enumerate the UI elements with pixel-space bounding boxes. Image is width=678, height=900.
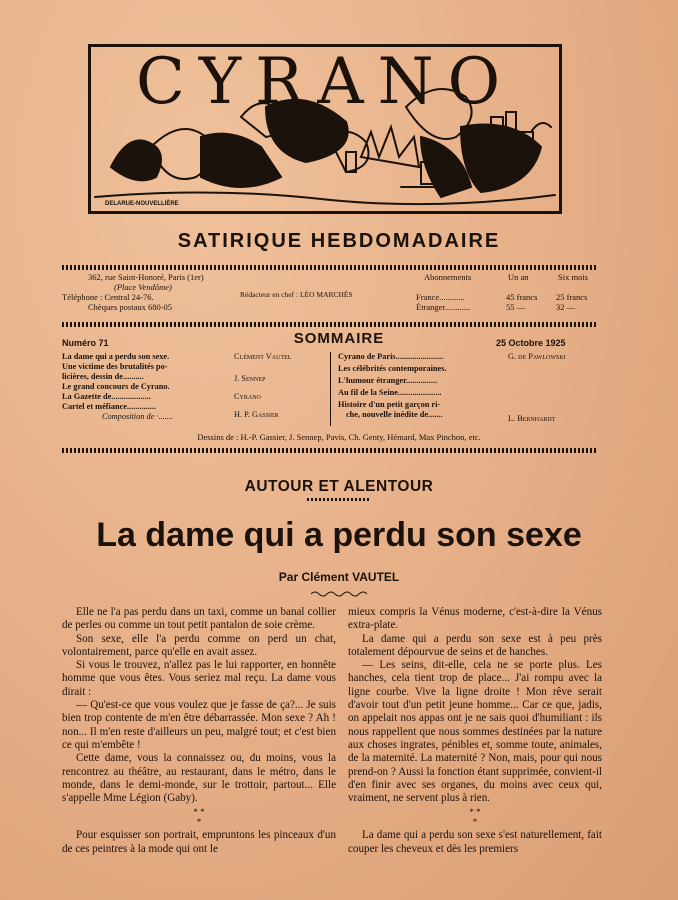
sommaire-right-title-4: Histoire d'un petit garçon ri- xyxy=(338,400,441,409)
right-paragraph: La dame qui a perdu son sexe est à peu près totalement dépourvue de seins et de hanches. xyxy=(348,632,602,658)
masthead-title: CYRANO xyxy=(135,45,515,119)
france-label: France............ xyxy=(416,292,465,302)
section-underline xyxy=(307,498,371,501)
sommaire-left-title-1: Une victime des brutalités po- xyxy=(62,362,168,371)
address: 362, rue Saint-Honoré, Paris (1er) xyxy=(88,272,204,282)
left-paragraph: Son sexe, elle l'a perdu comme on perd un chat, volontairement, parce qu'elle en avait assez. xyxy=(62,632,336,658)
section-stars-right: * * * xyxy=(469,807,481,828)
sommaire-right-author-0: G. de Pawlowski xyxy=(508,352,566,361)
sommaire-left-author-6: H. P. Gassier xyxy=(234,410,279,419)
sommaire-left xyxy=(62,352,332,432)
issue-number: Numéro 71 xyxy=(62,338,109,348)
sommaire-left-title-0: La dame qui a perdu son sexe. xyxy=(62,352,170,361)
france-six: 25 francs xyxy=(556,292,588,302)
issue-date: 25 Octobre 1925 xyxy=(496,338,566,348)
sommaire-left-title-3: Le grand concours de Cyrano. xyxy=(62,382,170,391)
france-year: 45 francs xyxy=(506,292,538,302)
foreign-year: 55 — xyxy=(506,302,526,312)
sommaire-right-title-1: Les célébrités contemporaines. xyxy=(338,364,447,373)
sommaire-right-title-0: Cyrano de Paris....................... xyxy=(338,352,444,361)
foreign-six: 32 — xyxy=(556,302,576,312)
left-paragraph-after-stars: Pour esquisser son portrait, empruntons les pinceaux d'un de ces peintres à la mode qui ont le xyxy=(62,829,336,855)
left-paragraph: Si vous le trouvez, n'allez pas le lui rapporter, en honnête homme que vous êtes. Vous seriez mal reçu. La dame vous dirait : xyxy=(62,659,336,698)
sommaire-left-author-4: Cyrano xyxy=(234,392,261,401)
section-heading: AUTOUR ET ALENTOUR xyxy=(244,478,434,495)
article-column-right xyxy=(348,606,602,856)
subscriptions xyxy=(416,272,604,312)
sommaire-left-author-0: Clément Vautel xyxy=(234,352,292,361)
col-year-label: Un an xyxy=(508,272,529,282)
masthead-illustration xyxy=(88,44,562,214)
masthead-subtitle: SATIRIQUE HEBDOMADAIRE xyxy=(177,230,501,252)
sommaire-divider xyxy=(330,352,331,426)
section-stars: * * * xyxy=(193,807,205,828)
sommaire-right-title-5: che, nouvelle inédite de....... xyxy=(346,410,443,419)
editor-in-chief: Rédacteur en chef : LÉO MARCHÈS xyxy=(240,290,353,299)
sommaire-top-rule xyxy=(62,322,598,327)
sommaire-right xyxy=(338,352,608,432)
subscriptions-label: Abonnements xyxy=(424,272,472,282)
sommaire-left-title-5: Cartel et méfiance.............. xyxy=(62,402,156,411)
sommaire-left-title-2: licières, dessin de.......... xyxy=(62,372,144,381)
right-paragraph: — Les seins, dit-elle, cela ne se porte plus. Les hanches, cela tient trop de place... J'ai rompu avec la ligne courbe. Vive la ligne droite ! Mon rêve serait d'avoir tout d'un petit jeune homme... Car ce que, jadis, on appelait nos appas ont je ne sais quoi d'humiliant : ils nous rappellent que nous sommes destinées par la nature aux choses ingrates, pénibles et, somme toute, animales, de la maternité. La maternité ? Non, mais, pour qui nous prend-on ? Aussi la fonction étant supprimée, convient-il d'en finir avec ses organes, du moins avec ceux qui, vraiment, ne servent plus à rien. xyxy=(348,659,602,805)
sommaire-left-title-4: La Gazette de................... xyxy=(62,392,151,401)
sommaire-left-author-2: J. Sennep xyxy=(234,374,266,383)
left-paragraph: — Qu'est-ce que vous voulez que je fasse de ça?... Je suis bien trop contente de m'en être débarrassée. Mon sexe ? Ah ! non... Il m'en reste d'ailleurs un peu, malgré tout; et c'est bien ce qui m'embête ! xyxy=(62,699,336,751)
article-column-left xyxy=(62,606,336,856)
sommaire-right-author-5: L. Bernhardt xyxy=(508,414,556,423)
article-byline: Par Clément VAUTEL xyxy=(278,570,400,584)
right-paragraph: mieux compris la Vénus moderne, c'est-à-dire la Vénus extra-plate. xyxy=(348,606,602,632)
right-paragraph-after-stars: La dame qui a perdu son sexe s'est naturellement, fait couper les cheveux et dès les premiers xyxy=(348,829,602,855)
artist-credit: DELARUE-NOUVELLIÈRE xyxy=(105,201,179,207)
left-paragraph: Cette dame, vous la connaissez ou, du moins, vous la rencontrez au théâtre, au restaurant, dans le métro, dans le monde, dans le demi-monde, sur le trottoir, partout... Elle s'appelle Mme Légion (Gaby). xyxy=(62,752,336,805)
sommaire-heading: SOMMAIRE xyxy=(293,330,385,347)
sommaire-right-title-3: Au fil de la Seine..................... xyxy=(338,388,442,397)
drawings-credits: Dessins de : H.-P. Gassier, J. Sennep, Pavis, Ch. Genty, Hémard, Max Pinchon, etc. xyxy=(197,432,481,442)
top-dashed-rule xyxy=(62,265,598,270)
left-paragraph: Elle ne l'a pas perdu dans un taxi, comme un banal collier de perles ou comme un tout petit pantalon de soie crème. xyxy=(62,606,336,632)
place: (Place Vendôme) xyxy=(114,282,172,292)
sommaire-left-title-6: Composition de ·....... xyxy=(102,412,173,421)
byline-flourish xyxy=(309,590,369,598)
article-headline: La dame qui a perdu son sexe xyxy=(96,516,582,554)
cheques: Chèques postaux 680-05 xyxy=(88,302,173,312)
telephone: Téléphone : Central 24-76. xyxy=(62,292,154,302)
col-six-label: Six mois xyxy=(558,272,588,282)
publisher-info xyxy=(62,272,262,312)
sommaire-bottom-rule xyxy=(62,448,598,453)
foreign-label: Étranger............ xyxy=(416,302,471,312)
sommaire-right-title-2: L'humour étranger............... xyxy=(338,376,438,385)
